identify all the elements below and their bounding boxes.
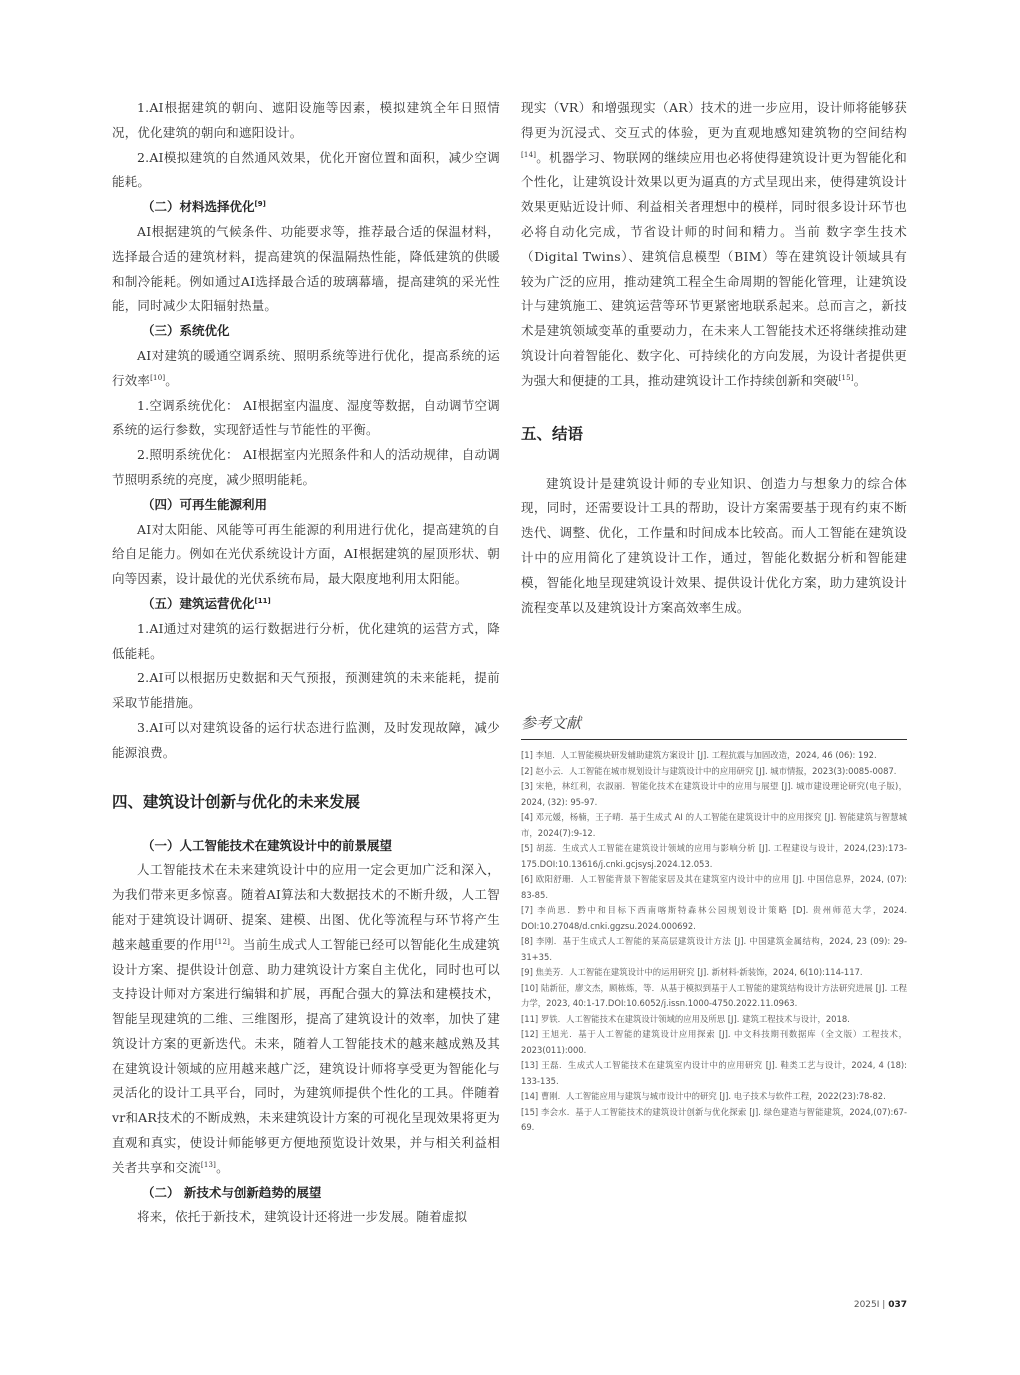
paragraph: 1.AI通过对建筑的运行数据进行分析，优化建筑的运营方式，降低能耗。 (112, 620, 500, 661)
paragraph: 2.照明系统优化： AI根据室内光照条件和人的活动规律，自动调节照明系统的亮度，减少照明能耗。 (112, 447, 500, 487)
paragraph: 2.AI模拟建筑的自然通风效果，优化开窗位置和面积，减少空调能耗。 (112, 149, 500, 190)
subheading-materials (112, 195, 500, 220)
reference-item: [4] 邓元媛，杨楠，王子晴．基于生成式 AI 的人工智能在建筑设计中的应用探究 [J]. 智能建筑与智慧城市，2024(7):9-12. (521, 812, 907, 838)
reference-item: [13] 王磊．生成式人工智能技术在建筑室内设计中的应用研究 [J]. 鞋类工艺与设计，2024, 4 (18): 133-135. (521, 1060, 907, 1086)
reference-item: [7] 李尚思．黔中和目标下西南喀斯特森林公园规划设计策略 [D]. 贵州师范大学，2024. DOI:10.27048/d.cnki.ggzsu.2024.000692. (521, 905, 907, 931)
punctuation: 。 (216, 1159, 229, 1175)
subheading-text: （五）建筑运营优化 (142, 595, 255, 611)
reference-item: [3] 宋艳，林红利，衣淑丽．智能化技术在建筑设计中的应用与展望 [J]. 城市建设理论研究(电子版)，2024, (32): 95-97. (521, 781, 907, 807)
references-list (521, 748, 907, 1136)
section-heading-4: 四、建筑设计创新与优化的未来发展 (112, 792, 361, 811)
paragraph: 建筑设计是建筑设计师的专业知识、创造力与想象力的综合体现，同时，还需要设计工具的帮助，设计方案需要基于现有约束不断迭代、调整、优化，工作量和时间成本比较高。而人工智能在建筑设计中的应用简化了建筑设计工作，通过，智能化数据分析和智能建模，智能化地呈现建筑设计效果、提供设计优化方案，助力建筑设计流程变革以及建筑设计方案高效率生成。 (521, 475, 907, 615)
paragraph: 2.AI可以根据历史数据和天气预报，预测建筑的未来能耗，提前采取节能措施。 (112, 670, 500, 711)
paragraph: AI根据建筑的气候条件、功能要求等，推荐最合适的保温材料，选择最合适的建筑材料，提高建筑的保温隔热性能，降低建筑的供暖和制冷能耗。例如通过AI选择最合适的玻璃幕墙，提高建筑的采光性能，同时减少太阳辐射热量。 (112, 223, 500, 314)
punctuation: 。 (853, 372, 867, 388)
reference-item: [11] 罗铁．人工智能技术在建筑设计领域的应用及所思 [J]. 建筑工程技术与设计，2018. (521, 1013, 850, 1024)
reference-item: [15] 李会水．基于人工智能技术的建筑设计创新与优化探索 [J]. 绿色建造与智能建筑，2024,(07):67-69. (521, 1106, 907, 1133)
reference-item: [9] 焦美芳．人工智能在建筑设计中的运用研究 [J]. 新材料·新装饰，2024, 6(10):114-117. (521, 967, 863, 978)
paragraph (521, 96, 907, 394)
citation: [15] (838, 373, 854, 382)
reference-item: [6] 欧阳舒珊．人工智能背景下智能家居及其在建筑室内设计中的应用 [J]. 中国信息界，2024, (07): 83-85. (521, 874, 907, 900)
citation: [9] (254, 200, 266, 209)
section-heading-5: 五、结语 (521, 424, 584, 443)
citation: [13] (200, 1160, 217, 1169)
reference-item: [8] 李刚．基于生成式人工智能的某高层建筑设计方法 [J]. 中国建筑金属结构，2024, 23 (09): 29-31+35. (521, 936, 907, 962)
page-label: 037 (888, 1300, 907, 1310)
separator: | (882, 1300, 886, 1310)
reference-item: [14] 曹刚．人工智能应用与建筑与城市设计中的研究 [J]. 电子技术与软件工程，2022(23):78-82. (521, 1091, 886, 1102)
citation: [11] (254, 596, 271, 605)
paragraph: 将来，依托于新技术，建筑设计还将进一步发展。随着虚拟 (137, 1209, 468, 1225)
reference-item: [10] 陆新征，廖文杰，顾栋炼，等．从基于模拟到基于人工智能的建筑结构设计方法研究进展 [J]. 工程力学，2023, 40:1-17.DOI:10.6052/j.issn.1000-4750.2022.11.0963. (521, 982, 907, 1009)
paragraph (112, 858, 500, 1180)
subheading-trends: （二） 新技术与创新趋势的展望 (142, 1184, 322, 1200)
punctuation: 。 (165, 372, 178, 388)
paragraph: 3.AI可以对建筑设备的运行状态进行监测，及时发现故障，减少能源浪费。 (112, 719, 500, 760)
paragraph-text: 。当前生成式人工智能已经可以智能化生成建筑设计方案、提供设计创意、助力建筑设计方案自主优化，同时也可以支持设计师对方案进行编辑和扩展，再配合强大的算法和建模技术，智能呈现建筑的二维、三维图形，提高了建筑设计的效率，加快了建筑设计方案的更新迭代。未来，随着人工智能技术的越来越成熟及其在建筑设计领域的应用越来越广泛，建筑设计师将享受更为智能化与灵活化的设计工具平台，同时，为建筑师提供个性化的工具。伴随着vr和AR技术的不断成熟，未来建筑设计方案的可视化呈现效果将更为直观和真实，使设计师能够更方便地预览设计效果，并与相关利益相关者共享和交流 (112, 936, 501, 1175)
reference-item: [12] 王旭光．基于人工智能的建筑设计应用探索 [J]. 中文科技期刊数据库（全文版）工程技术，2023(011):000. (521, 1029, 907, 1055)
paragraph: AI对太阳能、风能等可再生能源的利用进行优化，提高建筑的自给自足能力。例如在光伏系统设计方面，AI根据建筑的屋顶形状、朝向等因素，设计最优的光伏系统布局，最大限度地利用太阳能。 (112, 521, 500, 587)
issue-label: 2025I (853, 1300, 880, 1310)
subheading-operation (112, 592, 500, 617)
subheading-text: （二）材料选择优化 (142, 199, 255, 215)
reference-item: [5] 胡蕊．生成式人工智能在建筑设计领域的应用与影响分析 [J]. 工程建设与设计，2024,(23):173-175.DOI:10.13616/j.cnki.gcjsysj.2024.12.053. (521, 843, 907, 869)
citation: [14] (521, 150, 537, 159)
paragraph (112, 344, 500, 394)
reference-item: [1] 李旭．人工智能模块研发辅助建筑方案设计 [J]. 工程抗震与加固改造，2024, 46 (06): 192. (521, 750, 877, 761)
paragraph: 1.空调系统优化： AI根据室内温度、湿度等数据，自动调节空调系统的运行参数，实现舒适性与节能性的平衡。 (112, 397, 500, 438)
subheading-prospect: （一）人工智能技术在建筑设计中的前景展望 (142, 837, 393, 853)
citation: [10] (150, 373, 166, 382)
paragraph-text: 人工智能技术在未来建筑设计中的应用一定会更加广泛和深入，为我们带来更多惊喜。随着AI算法和大数据技术的不断升级，人工智能对于建筑设计调研、提案、建模、出图、优化等流程与环节将产生越来越重要的作用 (112, 862, 500, 952)
citation: [12] (214, 937, 231, 946)
paragraph-text: AI对建筑的暖通空调系统、照明系统等进行优化，提高系统的运行效率 (112, 347, 500, 388)
left-column (112, 96, 500, 1230)
page-number (854, 1300, 907, 1310)
subheading-renewable: （四）可再生能源利用 (142, 496, 268, 512)
right-column (521, 96, 907, 1136)
references-title: 参考文献 (521, 712, 907, 740)
paragraph-text: 现实（VR）和增强现实（AR）技术的进一步应用，设计师将能够获得更为沉浸式、交互式的体验，更为直观地感知建筑物的空间结构 (521, 100, 907, 140)
paragraph: 1.AI根据建筑的朝向、遮阳设施等因素，模拟建筑全年日照情况，优化建筑的朝向和遮阳设计。 (112, 100, 500, 140)
paragraph-text: 。机器学习、物联网的继续应用也必将使得建筑设计更为智能化和个性化，让建筑设计效果以更为逼真的方式呈现出来，使得建筑设计效果更贴近设计师、利益相关者理想中的模样，同时很多设计环节也必将自动化完成，节省设计师的时间和精力。当前 数字孪生技术（Digital Twins）、建筑信息模型（BIM）等在建筑设计领域具有较为广泛的应用，推动建筑工程全生命周期的智能化管理，让建筑设计与建筑施工、建筑运营等环节更紧密地联系起来。总而言之，新技术是建筑领域变革的重要动力，在未来人工智能技术还将继续推动建筑设计向着智能化、数字化、可持续化的方向发展，为设计者提供更为强大和便捷的工具，推动建筑设计工作持续创新和突破 (521, 149, 907, 388)
reference-item: [2] 赵小云．人工智能在城市规划设计与建筑设计中的应用研究 [J]. 城市情报，2023(3):0085-0087. (521, 765, 897, 776)
subheading-system: （三）系统优化 (142, 323, 230, 339)
